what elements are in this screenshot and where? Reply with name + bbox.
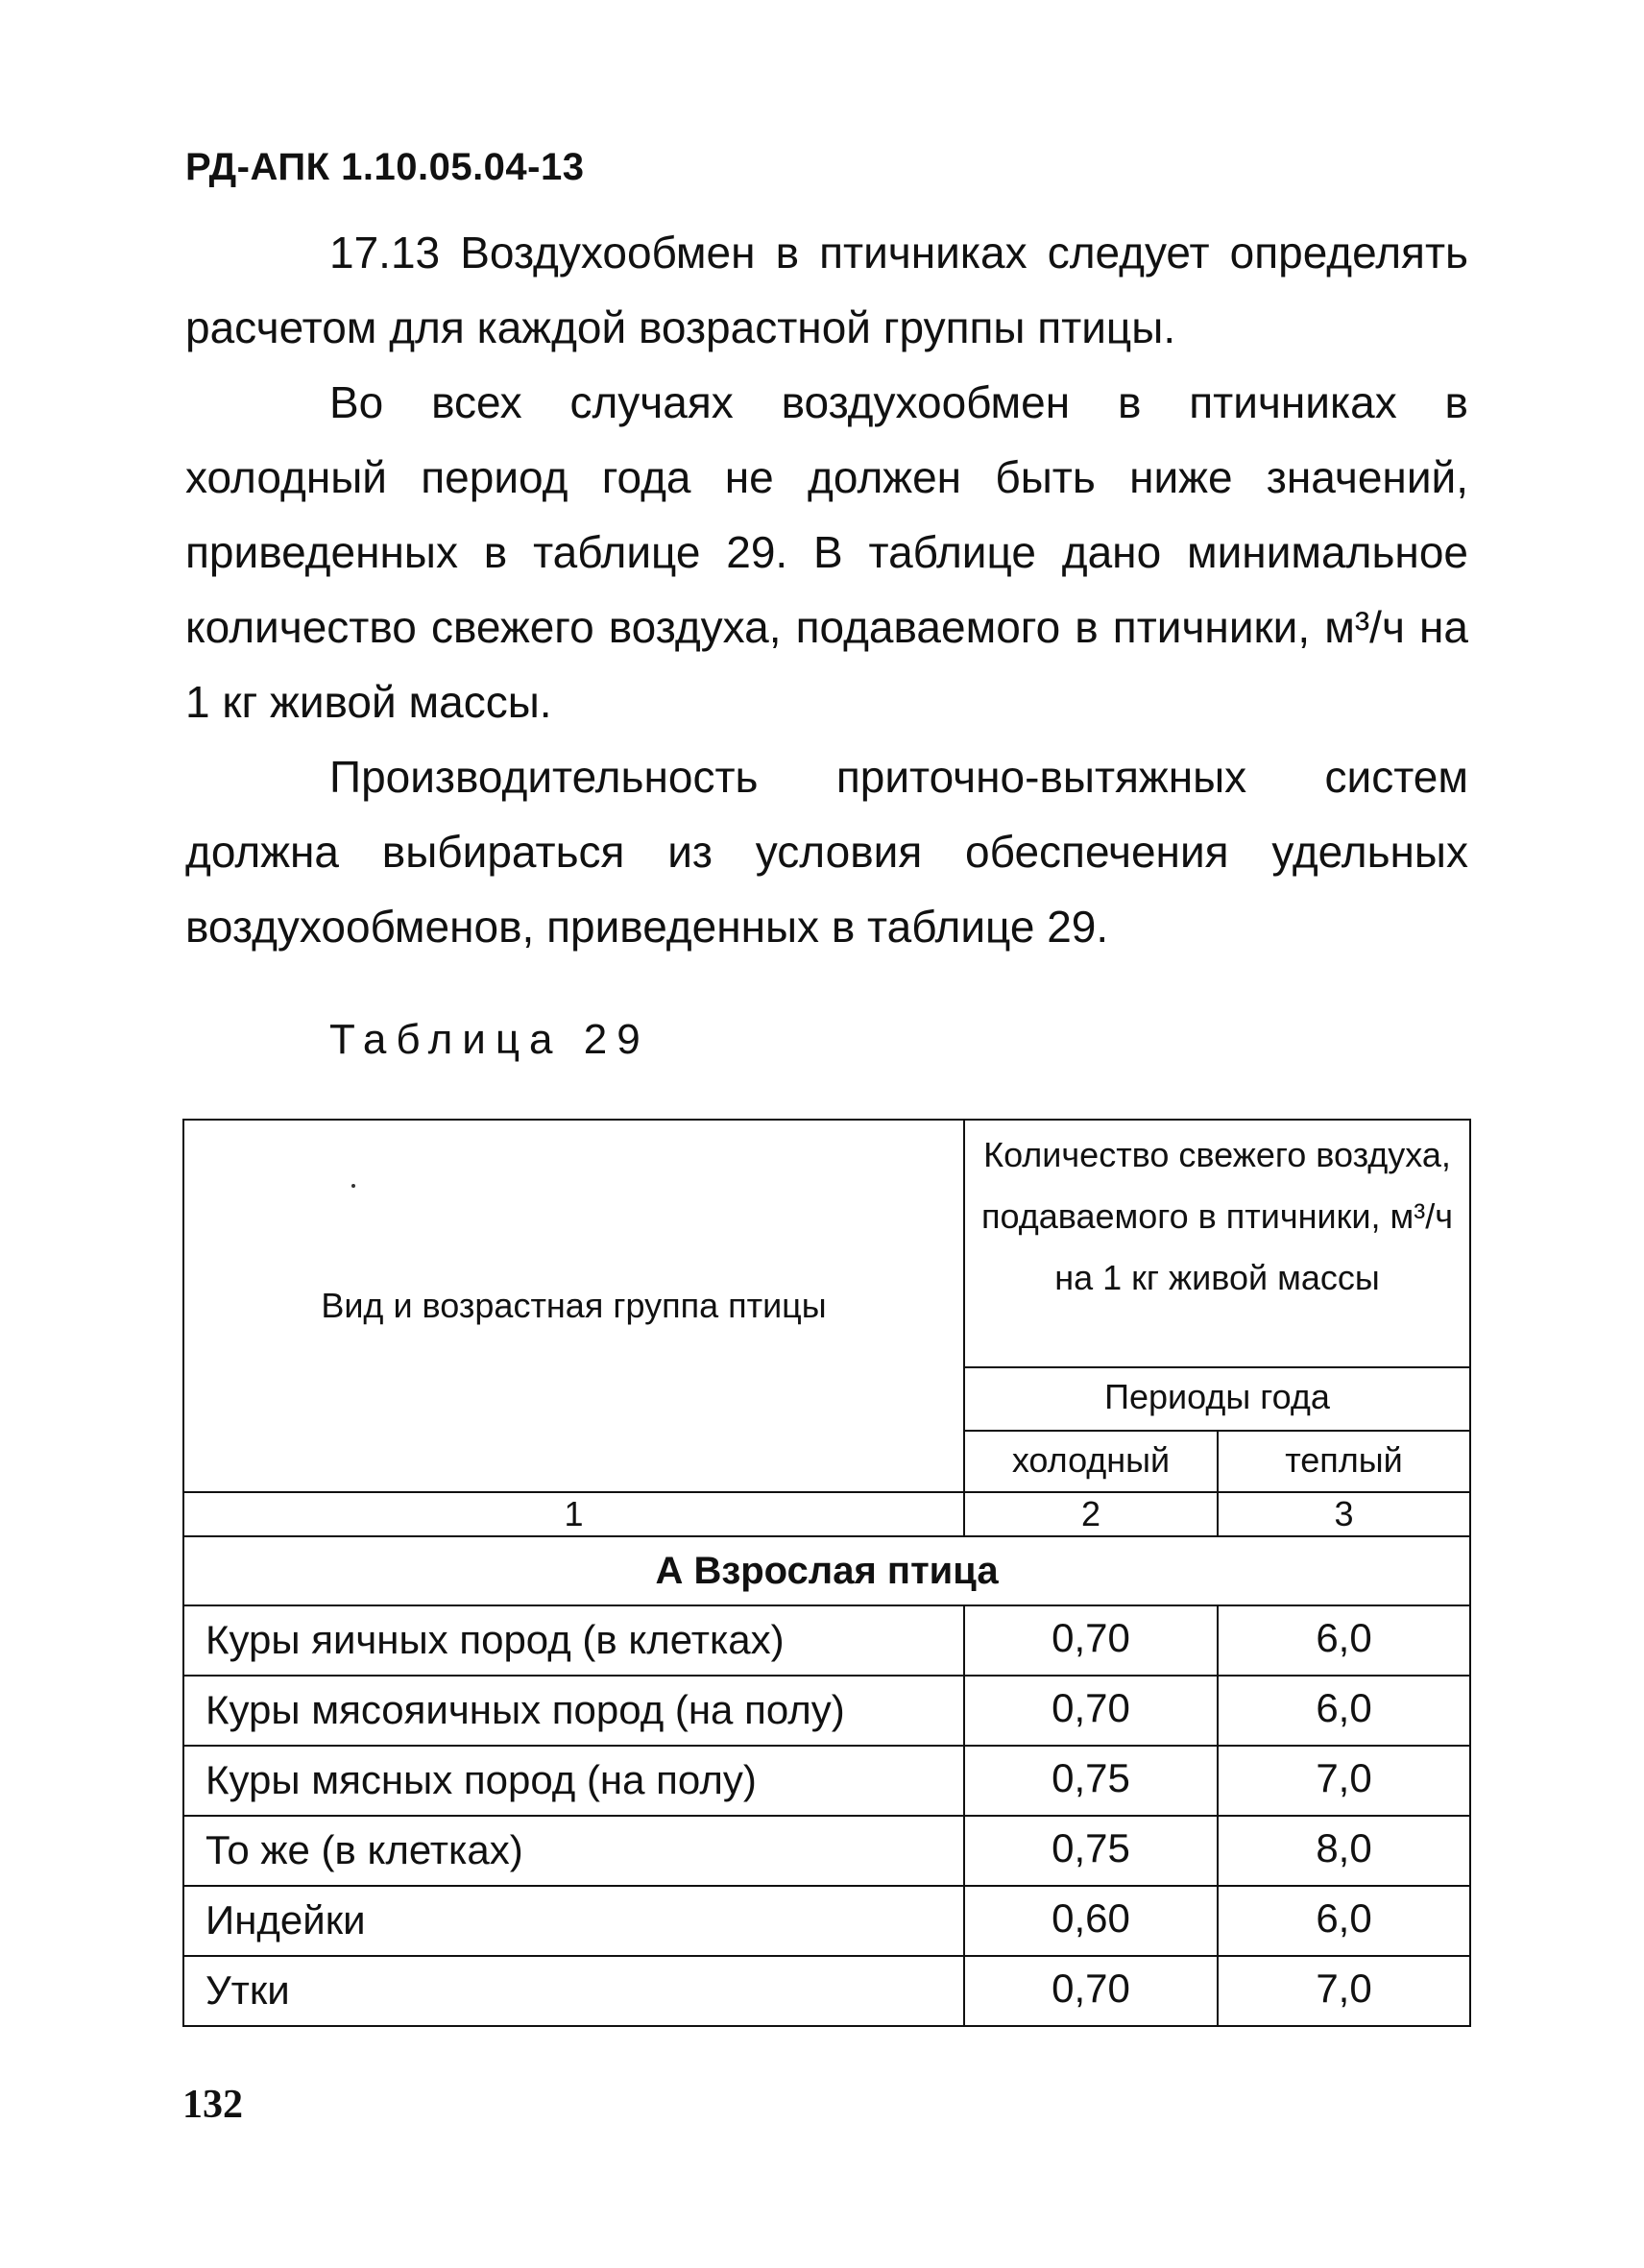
table-column-numbers-row (183, 1492, 1470, 1536)
table-row (183, 1956, 1470, 2026)
table-row (183, 1886, 1470, 1956)
paragraph-system-capacity: Производительность приточно-вытяжных систем должна выбираться из условия обеспечения удельных воздухообменов, приведенных в таблице 29. (185, 752, 1468, 952)
header-bird-group: Вид и возрастная группа птицы (183, 1120, 964, 1492)
table-row (183, 1746, 1470, 1816)
row-cold-value: 0,70 (964, 1956, 1218, 2026)
header-cold: холодный (964, 1431, 1218, 1492)
row-name: Утки (183, 1956, 964, 2026)
row-warm-value: 7,0 (1218, 1746, 1470, 1816)
paragraph-17-13: 17.13 Воздухообмен в птичниках следует определять расчетом для каждой возрастной группы птицы. (185, 228, 1468, 352)
row-name: Куры мясных пород (на полу) (183, 1746, 964, 1816)
row-cold-value: 0,75 (964, 1746, 1218, 1816)
column-number-3: 3 (1218, 1492, 1470, 1536)
row-cold-value: 0,75 (964, 1816, 1218, 1886)
row-name: Куры мясояичных пород (на полу) (183, 1676, 964, 1746)
header-warm: теплый (1218, 1431, 1470, 1492)
row-warm-value: 7,0 (1218, 1956, 1470, 2026)
column-number-1: 1 (183, 1492, 964, 1536)
row-name: Куры яичных пород (в клетках) (183, 1605, 964, 1676)
header-periods: Периоды года (964, 1367, 1470, 1431)
row-warm-value: 6,0 (1218, 1676, 1470, 1746)
column-number-2: 2 (964, 1492, 1218, 1536)
table-row (183, 1605, 1470, 1676)
row-warm-value: 8,0 (1218, 1816, 1470, 1886)
row-warm-value: 6,0 (1218, 1605, 1470, 1676)
row-cold-value: 0,60 (964, 1886, 1218, 1956)
row-name: Индейки (183, 1886, 964, 1956)
paragraph-minimum-air-exchange: Во всех случаях воздухообмен в птичниках в холодный период года не должен быть ниже значений, приведенных в таблице 29. В таблице дано минимальное количество свежего воздуха, подаваемого в птичники, м³/ч на 1 кг живой массы. (185, 377, 1468, 727)
header-fresh-air-quantity: Количество свежего воздуха, подаваемого в птичники, м³/ч на 1 кг живой массы (964, 1120, 1470, 1367)
row-warm-value: 6,0 (1218, 1886, 1470, 1956)
table-header-row (183, 1120, 1470, 1367)
section-title: А Взрослая птица (183, 1536, 1470, 1605)
table-caption: Таблица 29 (329, 1016, 650, 1063)
row-cold-value: 0,70 (964, 1605, 1218, 1676)
row-name: То же (в клетках) (183, 1816, 964, 1886)
page-number: 132 (182, 2083, 243, 2127)
table-row (183, 1676, 1470, 1746)
document-code: РД-АПК 1.10.05.04-13 (185, 146, 585, 188)
air-exchange-table (182, 1119, 1471, 2027)
table-section-row (183, 1536, 1470, 1605)
row-cold-value: 0,70 (964, 1676, 1218, 1746)
table-row (183, 1816, 1470, 1886)
